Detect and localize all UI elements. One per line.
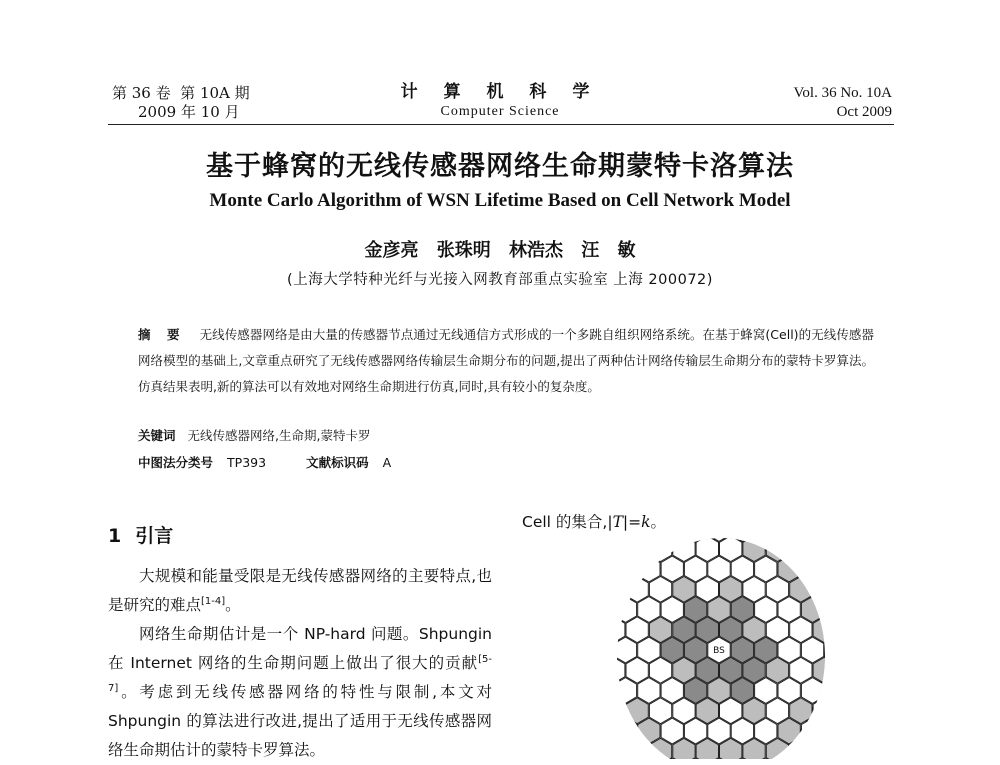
header-rule xyxy=(108,124,894,125)
body-left-column xyxy=(108,562,492,765)
journal-name-zh: 计 算 机 科 学 xyxy=(0,83,1000,102)
hex-cell xyxy=(813,576,826,602)
base-station-label: BS xyxy=(713,646,725,656)
journal-header-right xyxy=(794,84,892,122)
paragraph-1-end: 。 xyxy=(225,596,241,614)
hex-cell xyxy=(616,556,637,582)
hex-cell xyxy=(661,556,683,582)
paragraph-1-text: 大规模和能量受限是无线传感器网络的主要特点,也是研究的难点 xyxy=(108,567,492,614)
right-text-suffix: 。 xyxy=(651,513,667,531)
hex-cell xyxy=(638,538,660,541)
hex-cell xyxy=(638,556,660,582)
cell-network-figure xyxy=(616,538,826,759)
doc-code-label: 文献标识码 xyxy=(306,455,369,470)
date-zh: 2009 年 10 月 xyxy=(112,103,250,122)
paper-title-zh: 基于蜂窝的无线传感器网络生命期蒙特卡洛算法 xyxy=(0,144,1000,183)
hex-cell xyxy=(616,576,625,602)
hex-cell xyxy=(801,538,823,541)
paragraph-2-end: 。考虑到无线传感器网络的特性与限制,本文对 Shpungin 的算法进行改进,提出了适用于无线传感器网络生命期估计的蒙特卡罗算法。 xyxy=(108,683,492,759)
keywords-label: 关键词 xyxy=(138,428,176,443)
var-k: k xyxy=(641,513,650,531)
abstract xyxy=(138,322,874,400)
body-right-text xyxy=(522,510,666,532)
abstract-label: 摘 要 xyxy=(138,327,186,342)
hex-cell xyxy=(616,718,637,744)
hex-cell xyxy=(813,538,826,562)
date-en: Oct 2009 xyxy=(794,103,892,122)
issue: 第 10A 期 xyxy=(180,84,249,102)
classification-label: 中图法分类号 xyxy=(138,455,213,470)
authors: 金彦亮 张珠明 林浩杰 汪 敏 xyxy=(0,236,1000,262)
section-heading xyxy=(108,521,173,548)
affiliation: (上海大学特种光纤与光接入网教育部重点实验室 上海 200072) xyxy=(0,268,1000,289)
section-number: 1 xyxy=(108,525,121,547)
hex-cell xyxy=(825,678,826,704)
journal-name-en: Computer Science xyxy=(0,102,1000,121)
citation-ref: [5-7] xyxy=(108,654,492,694)
section-title: 引言 xyxy=(135,525,173,547)
hex-cell xyxy=(616,698,625,724)
hex-cell xyxy=(755,556,777,582)
hex-cell xyxy=(825,718,826,744)
keywords-text: 无线传感器网络,生命期,蒙特卡罗 xyxy=(188,428,371,443)
volume: 第 36 卷 xyxy=(112,84,171,102)
hex-cell xyxy=(626,538,648,562)
hex-cell xyxy=(801,556,823,582)
hex-cell xyxy=(755,538,777,541)
right-text-prefix: Cell 的集合,| xyxy=(522,513,613,531)
classification-value: TP393 xyxy=(227,455,266,470)
hex-cell xyxy=(616,738,625,759)
hex-cell xyxy=(790,538,812,562)
abstract-text: 无线传感器网络是由大量的传感器节点通过无线通信方式形成的一个多跳自组织网络系统。在基于蜂窝(Cell)的无线传感器网络模型的基础上,文章重点研究了无线传感器网络传输层生命期分布的问题,提出了两种估计网络传输层生命期分布的蒙特卡罗算法。仿真结果表明,新的算法可以有效地对网络生命期进行仿真,同时,具有较小的复杂度。 xyxy=(138,327,874,394)
var-t: T xyxy=(613,513,623,531)
classification xyxy=(138,453,391,471)
paragraph-2-text: 网络生命期估计是一个 NP-hard 问题。Shpungin 在 Internet 网络的生命期问题上做出了很大的贡献 xyxy=(108,625,492,672)
hex-cell xyxy=(778,538,800,541)
hex-cell xyxy=(813,738,826,759)
hex-cell xyxy=(616,538,637,541)
hex-cell xyxy=(825,597,826,623)
citation-ref: [1-4] xyxy=(201,596,225,607)
hex-cell xyxy=(616,538,625,562)
paragraph-1 xyxy=(108,562,492,620)
keywords xyxy=(138,426,370,444)
vol-en: Vol. 36 No. 10A xyxy=(794,84,892,103)
hex-cell xyxy=(825,556,826,582)
doc-code-value: A xyxy=(383,455,392,470)
hex-cell xyxy=(626,738,648,759)
hex-cell xyxy=(661,538,683,541)
paragraph-2 xyxy=(108,620,492,765)
right-text-middle: |= xyxy=(623,513,641,531)
paper-title-en: Monte Carlo Algorithm of WSN Lifetime Based on Cell Network Model xyxy=(0,190,1000,212)
hex-cell xyxy=(790,738,812,759)
